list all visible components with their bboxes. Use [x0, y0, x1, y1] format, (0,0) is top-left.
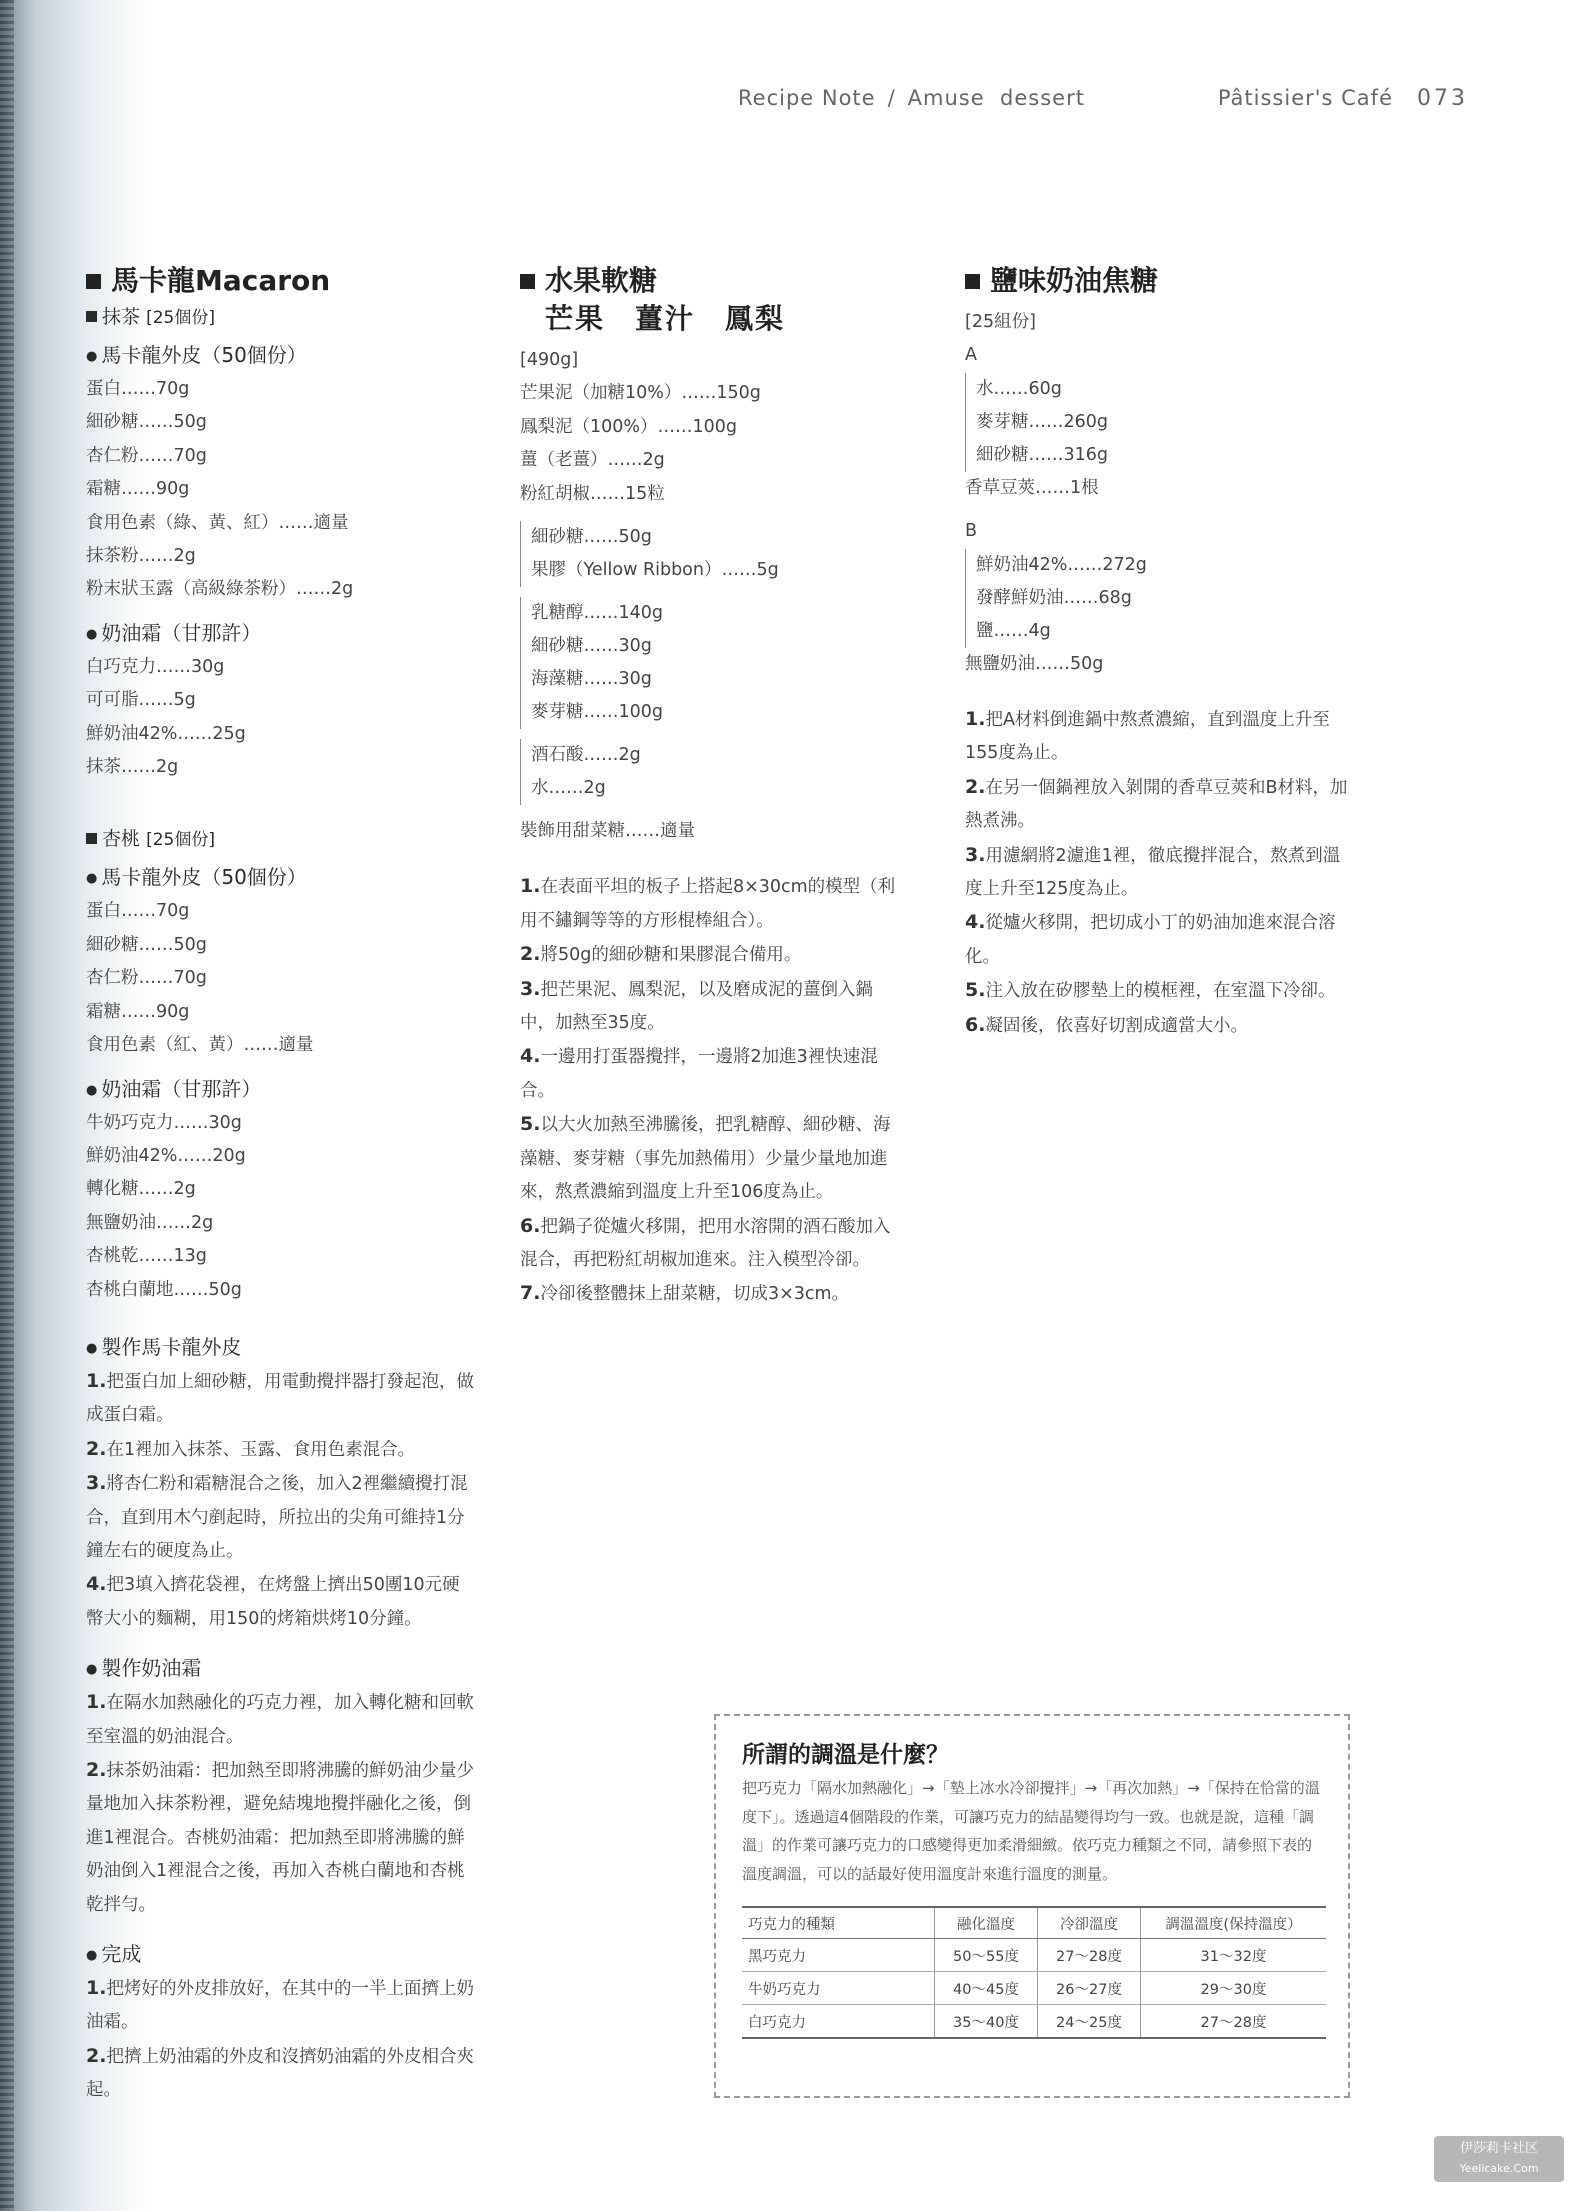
ingredient-line: 轉化糖……2g: [86, 1179, 196, 1200]
ingredient-line: 杏仁粉……70g: [86, 445, 207, 466]
step-text: 在另一個鍋裡放入剝開的香草豆莢和B材料，加熱煮沸。: [965, 777, 1348, 832]
make-cream-title: ● 製作奶油霜: [86, 1656, 202, 1681]
step-number: 3.: [86, 1472, 107, 1495]
ingredient-line: 杏桃白蘭地……50g: [86, 1279, 242, 1300]
candy-steps: [520, 870, 905, 1311]
step-number: 1.: [86, 1691, 107, 1714]
ingredient-line: 粉紅胡椒……15粒: [520, 483, 665, 504]
ingredient-line: 酒石酸……2g: [531, 745, 641, 766]
square-bullet-icon: [520, 274, 535, 289]
apricot-variant-label: 杏桃 [25個份]: [86, 824, 476, 855]
step-number: 1.: [520, 875, 541, 898]
ingredient-line: 抹茶粉……2g: [86, 546, 196, 567]
tempering-table-row: [742, 2005, 1326, 2039]
step-text: 一邊用打蛋器攪拌，一邊將2加進3裡快速混合。: [520, 1047, 878, 1101]
col-melt-temp: 融化溫度: [935, 1907, 1038, 1939]
candy-subtitle: 芒果 薑汁 鳳梨: [545, 302, 786, 335]
step-item: [965, 703, 1355, 771]
dot-bullet-icon: ●: [86, 1662, 98, 1678]
caramel-b-label: B: [965, 521, 978, 542]
ingredient-line: 麥芽糖……260g: [976, 411, 1109, 432]
cell-temperature: 35～40度: [935, 2005, 1038, 2039]
ingredient-line: 細砂糖……50g: [86, 934, 207, 955]
page-number: 073: [1417, 86, 1468, 111]
macaron-column: [86, 262, 476, 2108]
step-text: 注入放在矽膠墊上的模框裡，在室溫下冷卻。: [985, 981, 1336, 1002]
step-item: [86, 1972, 476, 2040]
make-shell-title: ● 製作馬卡龍外皮: [86, 1334, 242, 1359]
make-cream-steps: [86, 1686, 476, 1922]
step-item: [86, 1754, 476, 1922]
apricot-cream-title: ● 奶油霜（甘那許）: [86, 1076, 262, 1101]
step-item: [965, 974, 1355, 1008]
make-shell-steps: [86, 1365, 476, 1636]
caramel-b-group: [965, 549, 1355, 648]
tempering-title: 所謂的調溫是什麼？: [742, 1742, 949, 1768]
step-text: 抹茶奶油霜：把加熱至即將沸騰的鮮奶油少量少量地加入抹茶粉裡，避免結塊地攪拌融化之後，倒進1裡混合。杏桃奶油霜：把加熱至即將沸騰的鮮奶油倒入1裡混合之後，再加入杏桃白蘭地和杏桃乾拌勻。: [86, 1761, 474, 1915]
apricot-cream-list: [86, 1107, 476, 1307]
matcha-shell-list: [86, 373, 476, 607]
ingredient-line: 杏桃乾……13g: [86, 1246, 207, 1267]
ingredient-line: 海藻糖……30g: [531, 669, 652, 690]
ingredient-line: 細砂糖……50g: [531, 527, 652, 548]
binding-edge: [0, 0, 14, 2211]
step-item: [965, 771, 1355, 839]
step-item: [965, 1009, 1355, 1043]
step-text: 把3填入擠花袋裡，在烤盤上擠出50團10元硬幣大小的麵糊，用150的烤箱烘烤10分鐘。: [86, 1575, 460, 1629]
caramel-title: 鹽味奶油焦糖: [965, 262, 1355, 300]
step-text: 將杏仁粉和霜糖混合之後，加入2裡繼續攪打混合，直到用木勺剷起時，所拉出的尖角可維持1分鐘左右的硬度為止。: [86, 1474, 468, 1561]
caramel-column: [965, 262, 1355, 1043]
tempering-info-box: [714, 1714, 1350, 2098]
ingredient-line: 無鹽奶油……2g: [86, 1212, 214, 1233]
caramel-a-label: A: [965, 345, 977, 366]
step-number: 6.: [965, 1013, 986, 1036]
candy-group-2: [520, 597, 905, 729]
step-text: 把鍋子從爐火移開，把用水溶開的酒石酸加入混合，再把粉紅胡椒加進來。注入模型冷卻。: [520, 1216, 891, 1270]
caramel-yield: [25組份]: [965, 312, 1036, 332]
cell-temperature: 50～55度: [935, 1939, 1038, 1972]
step-number: 1.: [86, 1369, 107, 1392]
running-header: [738, 86, 1468, 116]
step-number: 3.: [520, 977, 541, 1000]
apricot-shell-title: ● 馬卡龍外皮（50個份）: [86, 865, 307, 890]
candy-ingredient-list: [520, 377, 905, 511]
step-number: 4.: [86, 1573, 107, 1596]
step-text: 在1裡加入抹茶、玉露、食用色素混合。: [106, 1439, 416, 1460]
cell-temperature: 27～28度: [1038, 1939, 1141, 1972]
ingredient-line: 薑（老薑）……2g: [520, 450, 665, 471]
step-number: 1.: [965, 708, 986, 731]
ingredient-line: 霜糖……90g: [86, 479, 190, 500]
step-text: 從爐火移開，把切成小丁的奶油加進來混合溶化。: [965, 913, 1336, 967]
dot-bullet-icon: ●: [86, 1082, 98, 1098]
finish-steps: [86, 1972, 476, 2108]
dot-bullet-icon: ●: [86, 1340, 98, 1356]
ingredient-line: 水……2g: [531, 778, 606, 799]
ingredient-line: 鮮奶油42%……20g: [86, 1145, 246, 1166]
ingredient-line: 食用色素（綠、黃、紅）……適量: [86, 512, 349, 533]
step-item: [86, 1365, 476, 1433]
cell-chocolate-type: 黑巧克力: [742, 1939, 935, 1972]
step-number: 2.: [86, 1759, 107, 1781]
candy-garnish: 裝飾用甜菜糖……適量: [520, 821, 695, 842]
dot-bullet-icon: ●: [86, 349, 98, 364]
cell-temperature: 24～25度: [1038, 2005, 1141, 2039]
step-item: [520, 870, 905, 938]
step-item: [86, 2040, 476, 2108]
step-number: 6.: [520, 1214, 541, 1237]
step-item: [520, 1277, 905, 1311]
step-text: 把擠上奶油霜的外皮和沒擠奶油霜的外皮相合夾起。: [86, 2046, 474, 2101]
candy-column: [520, 262, 905, 1312]
step-number: 2.: [965, 775, 986, 798]
dot-bullet-icon: ●: [86, 1948, 98, 1964]
matcha-shell-title: ● 馬卡龍外皮（50個份）: [86, 343, 307, 367]
caramel-steps: [965, 703, 1355, 1043]
step-number: 5.: [520, 1113, 541, 1136]
square-bullet-icon: [86, 311, 97, 322]
tempering-table: [742, 1906, 1326, 2039]
dot-bullet-icon: ●: [86, 626, 98, 642]
ingredient-line: 抹茶……2g: [86, 757, 179, 778]
square-bullet-icon: [86, 274, 101, 289]
step-text: 把烤好的外皮排放好，在其中的一半上面擠上奶油霜。: [86, 1979, 474, 2033]
step-item: [86, 1467, 476, 1568]
tempering-table-row: [742, 1972, 1326, 2005]
header-right: [1218, 86, 1468, 111]
ingredient-line: 鳳梨泥（100%）……100g: [520, 416, 738, 437]
matcha-cream-title: ● 奶油霜（甘那許）: [86, 620, 262, 645]
matcha-variant-label: 抹茶 [25個份]: [86, 302, 476, 333]
ingredient-line: 牛奶巧克力……30g: [86, 1112, 242, 1133]
step-item: [86, 1433, 476, 1467]
step-number: 7.: [520, 1282, 541, 1305]
ingredient-line: 鹽……4g: [976, 620, 1051, 641]
site-watermark: [1434, 2136, 1564, 2182]
ingredient-line: 鮮奶油42%……272g: [976, 554, 1147, 575]
step-text: 用濾網將2濾進1裡，徹底攪拌混合，熬煮到溫度上升至125度為止。: [965, 845, 1341, 900]
step-item: [520, 1108, 905, 1209]
ingredient-line: 芒果泥（加糖10%）……150g: [520, 383, 761, 404]
square-bullet-icon: [86, 833, 97, 844]
ingredient-line: 細砂糖……50g: [86, 412, 207, 433]
ingredient-line: 白巧克力……30g: [86, 656, 225, 677]
header-book-title: Pâtissier's Café: [1217, 86, 1393, 110]
ingredient-line: 可可脂……5g: [86, 690, 196, 711]
step-item: [965, 906, 1355, 974]
caramel-vanilla: 香草豆莢……1根: [965, 477, 1099, 498]
cell-temperature: 29～30度: [1141, 1972, 1327, 2005]
header-left: [738, 86, 1085, 110]
step-number: 4.: [965, 911, 986, 934]
step-number: 2.: [86, 2044, 107, 2067]
step-number: 3.: [965, 843, 986, 866]
step-number: 2.: [86, 1437, 107, 1460]
cell-temperature: 26～27度: [1038, 1972, 1141, 2005]
ingredient-line: 粉末狀玉露（高級綠茶粉）……2g: [86, 579, 354, 600]
step-text: 在隔水加熱融化的巧克力裡，加入轉化糖和回軟至室溫的奶油混合。: [86, 1693, 474, 1747]
header-separator: /: [887, 86, 896, 110]
step-text: 把A材料倒進鍋中熬煮濃縮，直到溫度上升至155度為止。: [965, 710, 1330, 764]
ingredient-line: 蛋白……70g: [86, 379, 190, 399]
ingredient-line: 杏仁粉……70g: [86, 968, 207, 989]
step-item: [520, 1210, 905, 1278]
step-item: [520, 973, 905, 1041]
cell-chocolate-type: 白巧克力: [742, 2005, 935, 2039]
ingredient-line: 水……60g: [976, 378, 1062, 399]
caramel-a-group: [965, 373, 1355, 472]
tempering-body: 把巧克力「隔水加熱融化」→「墊上冰水冷卻攪拌」→「再次加熱」→「保持在恰當的溫度下」。透過這4個階段的作業，可讓巧克力的結晶變得均勻一致。也就是說，這種「調溫」的作業可讓巧克力的口感變得更加柔滑細緻。依巧克力種類之不同，請參照下表的溫度調溫，可以的話最好使用溫度計來進行溫度的測量。: [742, 1779, 1320, 1883]
step-item: [520, 1040, 905, 1108]
candy-group-3: [520, 739, 905, 805]
header-recipe-note: Recipe Note: [738, 86, 876, 110]
caramel-butter: 無鹽奶油……50g: [965, 653, 1104, 674]
cell-temperature: 40～45度: [935, 1972, 1038, 2005]
step-number: 5.: [965, 979, 986, 1002]
step-number: 2.: [520, 943, 541, 966]
candy-yield: [490g]: [520, 350, 579, 370]
step-number: 4.: [520, 1045, 541, 1068]
candy-group-1: [520, 521, 905, 587]
tempering-table-header: [742, 1907, 1326, 1939]
ingredient-line: 鮮奶油42%……25g: [86, 723, 246, 744]
step-text: 將50g的細砂糖和果膠混合備用。: [540, 945, 802, 966]
step-text: 凝固後，依喜好切割成適當大小。: [985, 1015, 1248, 1036]
col-chocolate-type: 巧克力的種類: [742, 1907, 935, 1939]
tempering-table-row: [742, 1939, 1326, 1972]
step-text: 在表面平坦的板子上搭起8×30cm的模型（利用不鏽鋼等等的方形棍棒組合）。: [520, 877, 896, 931]
watermark-line1: 伊莎莉卡社区: [1459, 2141, 1538, 2156]
step-number: 1.: [86, 1977, 107, 2000]
ingredient-line: 果膠（Yellow Ribbon）……5g: [531, 560, 779, 581]
step-text: 冷卻後整體抹上甜菜糖，切成3×3cm。: [540, 1284, 850, 1305]
ingredient-line: 食用色素（紅、黃）……適量: [86, 1035, 314, 1056]
step-text: 以大火加熱至沸騰後，把乳糖醇、細砂糖、海藻糖、麥芽糖（事先加熱備用）少量少量地加進來，熬煮濃縮到溫度上升至106度為止。: [520, 1115, 891, 1203]
ingredient-line: 霜糖……90g: [86, 1001, 190, 1022]
finish-title: ● 完成: [86, 1942, 142, 1967]
step-item: [86, 1568, 476, 1636]
matcha-cream-list: [86, 651, 476, 785]
step-item: [965, 839, 1355, 907]
ingredient-line: 麥芽糖……100g: [531, 702, 664, 723]
ingredient-line: 乳糖醇……140g: [531, 603, 664, 624]
header-section: Amuse dessert: [907, 86, 1085, 110]
square-bullet-icon: [965, 274, 980, 289]
candy-title: 水果軟糖: [520, 262, 905, 300]
cell-temperature: 31～32度: [1141, 1939, 1327, 1972]
col-temper-temp: 調溫溫度(保持溫度）: [1141, 1907, 1327, 1939]
col-cool-temp: 冷卻溫度: [1038, 1907, 1141, 1939]
apricot-shell-list: [86, 895, 476, 1062]
step-text: 把芒果泥、鳳梨泥，以及磨成泥的薑倒入鍋中，加熱至35度。: [520, 979, 873, 1034]
cell-chocolate-type: 牛奶巧克力: [742, 1972, 935, 2005]
cell-temperature: 27～28度: [1141, 2005, 1327, 2039]
macaron-title: 馬卡龍Macaron: [86, 262, 476, 300]
ingredient-line: 蛋白……70g: [86, 901, 190, 922]
tempering-table-body: [742, 1939, 1326, 2039]
watermark-line2: Yeelicake.Com: [1459, 2162, 1539, 2175]
step-item: [520, 938, 905, 972]
ingredient-line: 細砂糖……316g: [976, 444, 1109, 465]
step-text: 把蛋白加上細砂糖，用電動攪拌器打發起泡，做成蛋白霜。: [86, 1371, 474, 1426]
step-item: [86, 1686, 476, 1754]
ingredient-line: 發酵鮮奶油……68g: [976, 587, 1132, 608]
dot-bullet-icon: ●: [86, 871, 98, 887]
ingredient-line: 細砂糖……30g: [531, 636, 652, 657]
